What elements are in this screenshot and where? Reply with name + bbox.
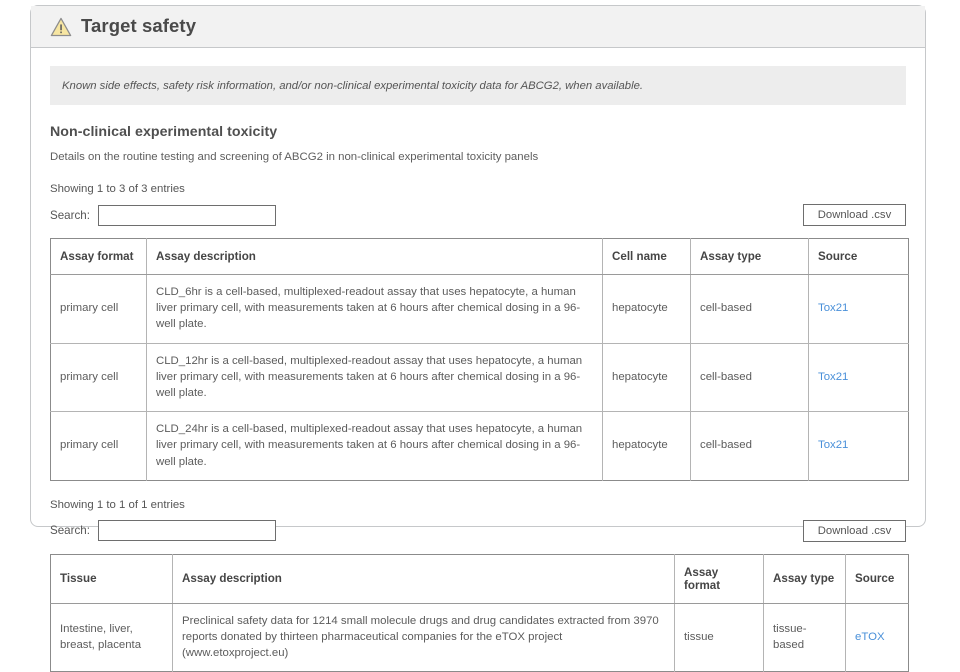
table2-col-assay-type[interactable]: Assay type [764,554,846,603]
table1-download-csv-button[interactable]: Download .csv [803,204,906,226]
page-title: Target safety [81,15,197,37]
table1-col-cell-name[interactable]: Cell name [603,239,691,275]
table-row [51,603,909,672]
target-safety-card [30,5,926,660]
table1-col-source[interactable]: Source [809,239,909,275]
cell-assay-format: primary cell [51,412,147,481]
cell-cell-name: hepatocyte [603,412,691,481]
warning-triangle-icon [50,17,72,37]
table1-search-label: Search: [50,208,90,222]
table1-col-assay-type[interactable]: Assay type [691,239,809,275]
table2-col-assay-format[interactable]: Assay format [675,554,764,603]
cell-source [846,603,909,672]
description-banner-text: Known side effects, safety risk information, and/or non-clinical experimental toxicity data for ABCG2, when available. [62,80,644,92]
card-body [31,66,925,672]
card-header [31,6,925,48]
table1-header-row [51,239,909,275]
table2-search-group [50,520,276,541]
table2-controls [50,519,906,543]
source-link[interactable]: Tox21 [818,370,849,383]
table1-search-input[interactable] [98,205,276,226]
table1-search-group [50,205,276,226]
cell-source [809,343,909,412]
cell-assay-description: CLD_12hr is a cell-based, multiplexed-readout assay that uses hepatocyte, a human liver primary cell, with measurements taken at 6 hours after chemical dosing in a 96-well plate. [147,343,603,412]
source-link[interactable]: Tox21 [818,439,849,452]
tissue-toxicity-table [50,554,909,672]
section-heading: Non-clinical experimental toxicity [50,124,278,140]
cell-assay-format: tissue [675,603,764,672]
table2-col-assay-description[interactable]: Assay description [173,554,675,603]
cell-assay-type: cell-based [691,412,809,481]
non-clinical-toxicity-table [50,238,909,481]
table-block-assays [50,183,906,481]
cell-assay-description: Preclinical safety data for 1214 small molecule drugs and drug candidates extracted from 3970 reports donated by thirteen pharmaceutical companies for the eTOX project (www.etoxproject.eu) [173,603,675,672]
table-row [51,412,909,481]
cell-assay-type: tissue-based [764,603,846,672]
table2-entries-info: Showing 1 to 1 of 1 entries [50,498,185,511]
cell-assay-type: cell-based [691,275,809,344]
table1-col-assay-description[interactable]: Assay description [147,239,603,275]
cell-assay-type: cell-based [691,343,809,412]
table2-header-row [51,554,909,603]
table-row [51,275,909,344]
table1-controls [50,203,906,227]
cell-tissue: Intestine, liver, breast, placenta [51,603,173,672]
cell-cell-name: hepatocyte [603,343,691,412]
source-link[interactable]: eTOX [855,630,885,643]
table-block-tissue [50,499,906,672]
table2-search-input[interactable] [98,520,276,541]
cell-cell-name: hepatocyte [603,275,691,344]
table2-col-source[interactable]: Source [846,554,909,603]
source-link[interactable]: Tox21 [818,302,849,315]
table2-col-tissue[interactable]: Tissue [51,554,173,603]
cell-assay-format: primary cell [51,343,147,412]
description-banner [50,66,906,105]
cell-assay-format: primary cell [51,275,147,344]
table2-search-label: Search: [50,524,90,538]
table1-entries-info: Showing 1 to 3 of 3 entries [50,183,185,195]
cell-assay-description: CLD_24hr is a cell-based, multiplexed-readout assay that uses hepatocyte, a human liver primary cell, with measurements taken at 6 hours after chemical dosing in a 96-well plate. [147,412,603,481]
cell-source [809,275,909,344]
cell-assay-description: CLD_6hr is a cell-based, multiplexed-readout assay that uses hepatocyte, a human liver primary cell, with measurements taken at 6 hours after chemical dosing in a 96-well plate. [147,275,603,344]
section-subheading: Details on the routine testing and screening of ABCG2 in non-clinical experimental toxicity panels [50,151,539,163]
table-row [51,343,909,412]
cell-source [809,412,909,481]
non-clinical-toxicity-section [31,124,925,672]
table1-col-assay-format[interactable]: Assay format [51,239,147,275]
table2-download-csv-button[interactable]: Download .csv [803,520,906,542]
